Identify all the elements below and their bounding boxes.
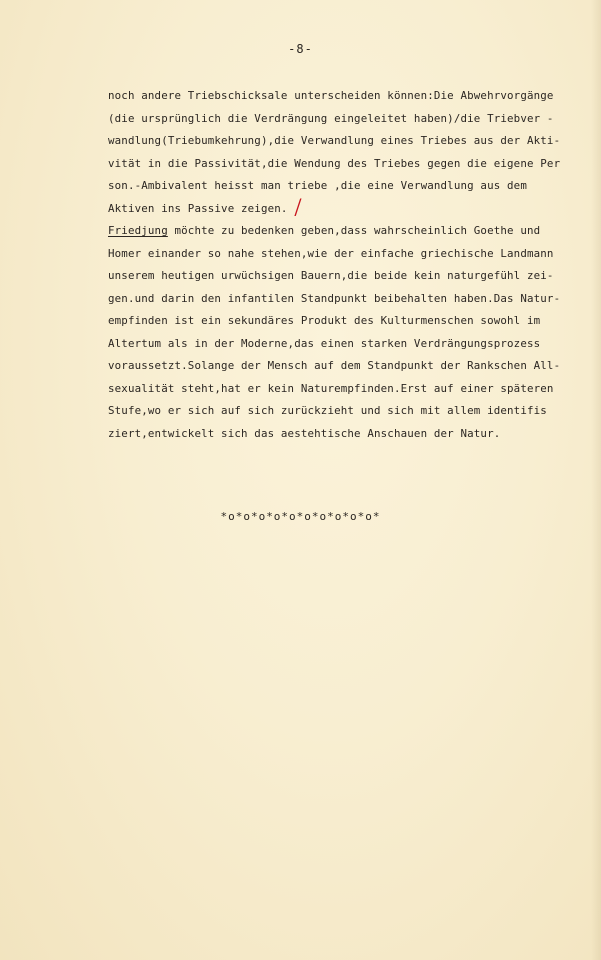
text-line: gen.und darin den infantilen Standpunkt beibehalten haben.Das Natur- xyxy=(108,291,561,305)
text-line: voraussetzt.Solange der Mensch auf dem Standpunkt der Rankschen All- xyxy=(108,359,561,372)
text-line: Homer einander so nahe stehen,wie der einfache griechische Landmann xyxy=(108,246,554,260)
text-line: unserem heutigen urwüchsigen Bauern,die beide kein naturgefühl zei- xyxy=(108,269,554,282)
page-edge-shadow xyxy=(591,0,601,960)
text-line: ziert,entwickelt sich das aestehtische Anschauen der Natur. xyxy=(108,426,501,440)
text-line: wandlung(Triebumkehrung),die Verwandlung eines Triebes aus der Akti- xyxy=(108,134,561,147)
text-line: noch andere Triebschicksale unterscheiden können:Die Abwehrvorgänge xyxy=(108,89,554,102)
text-line-speaker xyxy=(108,220,601,243)
speaker-name: Friedjung xyxy=(108,224,168,237)
document-body xyxy=(108,85,601,445)
text-line: Altertum als in der Moderne,das einen starken Verdrängungsprozess xyxy=(108,336,541,350)
page-number: -8- xyxy=(288,42,313,56)
section-separator: *o*o*o*o*o*o*o*o*o*o* xyxy=(220,510,381,523)
text-line-with-mark xyxy=(108,193,601,221)
text-line: vität in die Passivität,die Wendung des Triebes gegen die eigene Per xyxy=(108,156,561,170)
red-correction-mark: / xyxy=(293,193,303,219)
text-line: (die ursprünglich die Verdrängung eingeleitet haben)/die Triebver - xyxy=(108,111,554,125)
text-line-content: möchte zu bedenken geben,dass wahrscheinlich Goethe und xyxy=(167,224,541,237)
text-line: Stufe,wo er sich auf sich zurückzieht und sich mit allem identifis xyxy=(108,404,547,417)
text-line: son.-Ambivalent heisst man triebe ,die eine Verwandlung aus dem xyxy=(108,179,527,192)
text-line: sexualität steht,hat er kein Naturempfinden.Erst auf einer späteren xyxy=(108,381,554,395)
text-line-content: Aktiven ins Passive zeigen. xyxy=(108,201,288,215)
text-line: empfinden ist ein sekundäres Produkt des Kulturmenschen sowohl im xyxy=(108,314,541,327)
